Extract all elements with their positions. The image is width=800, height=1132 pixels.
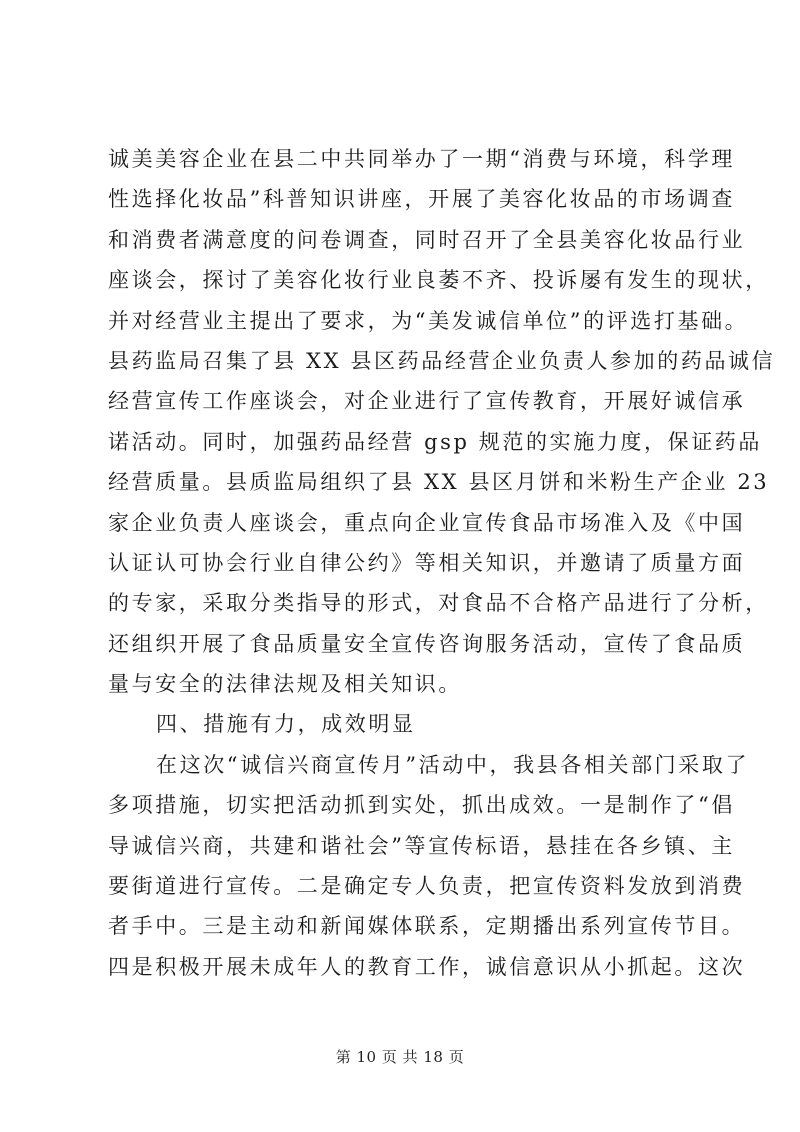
- text-line: 的专家，采取分类指导的形式，对食品不合格产品进行了分析，: [108, 591, 769, 616]
- text-line: 诚美美容企业在县二中共同举办了一期“消费与环境，科学理: [108, 147, 735, 171]
- section-heading: 四、措施有力，成效明显: [156, 712, 416, 737]
- paragraph-end-line: 量与安全的法律法规及相关知识。: [108, 672, 462, 697]
- text-line: 导诚信兴商，共建和谐社会”等宣传标语，悬挂在各乡镇、主: [108, 833, 735, 858]
- text-line: 和消费者满意度的问卷调查，同时召开了全县美容化妆品行业: [108, 227, 746, 252]
- text-line: 经营宣传工作座谈会，对企业进行了宣传教育，开展好诚信承: [108, 389, 746, 414]
- text-line: 多项措施，切实把活动抓到实处，抓出成效。一是制作了“倡: [108, 793, 735, 818]
- document-body: [108, 139, 776, 987]
- page-number-footer: 第 10 页 共 18 页: [335, 1048, 465, 1066]
- text-line: 家企业负责人座谈会，重点向企业宣传食品市场准入及《中国: [108, 510, 746, 535]
- text-line: 者手中。三是主动和新闻媒体联系，定期播出系列宣传节目。: [108, 914, 746, 939]
- text-line: 四是积极开展未成年人的教育工作，诚信意识从小抓起。这次: [108, 954, 746, 979]
- text-line: 并对经营业主提出了要求，为“美发诚信单位”的评选打基础。: [108, 308, 749, 333]
- text-line: 县药监局召集了县 XX 县区药品经营企业负责人参加的药品诚信: [108, 348, 776, 373]
- text-line: 经营质量。县质监局组织了县 XX 县区月饼和米粉生产企业 23: [108, 470, 770, 495]
- paragraph-start-line: 在这次“诚信兴商宣传月”活动中，我县各相关部门采取了: [156, 752, 750, 777]
- text-line: 性选择化妆品”科普知识讲座，开展了美容化妆品的市场调查: [108, 187, 735, 212]
- text-line: 认证认可协会行业自律公约》等相关知识，并邀请了质量方面: [108, 550, 746, 575]
- text-line: 座谈会，探讨了美容化妆行业良萎不齐、投诉屡有发生的现状，: [108, 268, 769, 293]
- text-line: 要街道进行宣传。二是确定专人负责，把宣传资料发放到消费: [108, 874, 746, 899]
- text-line: 还组织开展了食品质量安全宣传咨询服务活动，宣传了食品质: [108, 631, 746, 656]
- text-line: 诺活动。同时，加强药品经营 gsp 规范的实施力度，保证药品: [108, 429, 763, 454]
